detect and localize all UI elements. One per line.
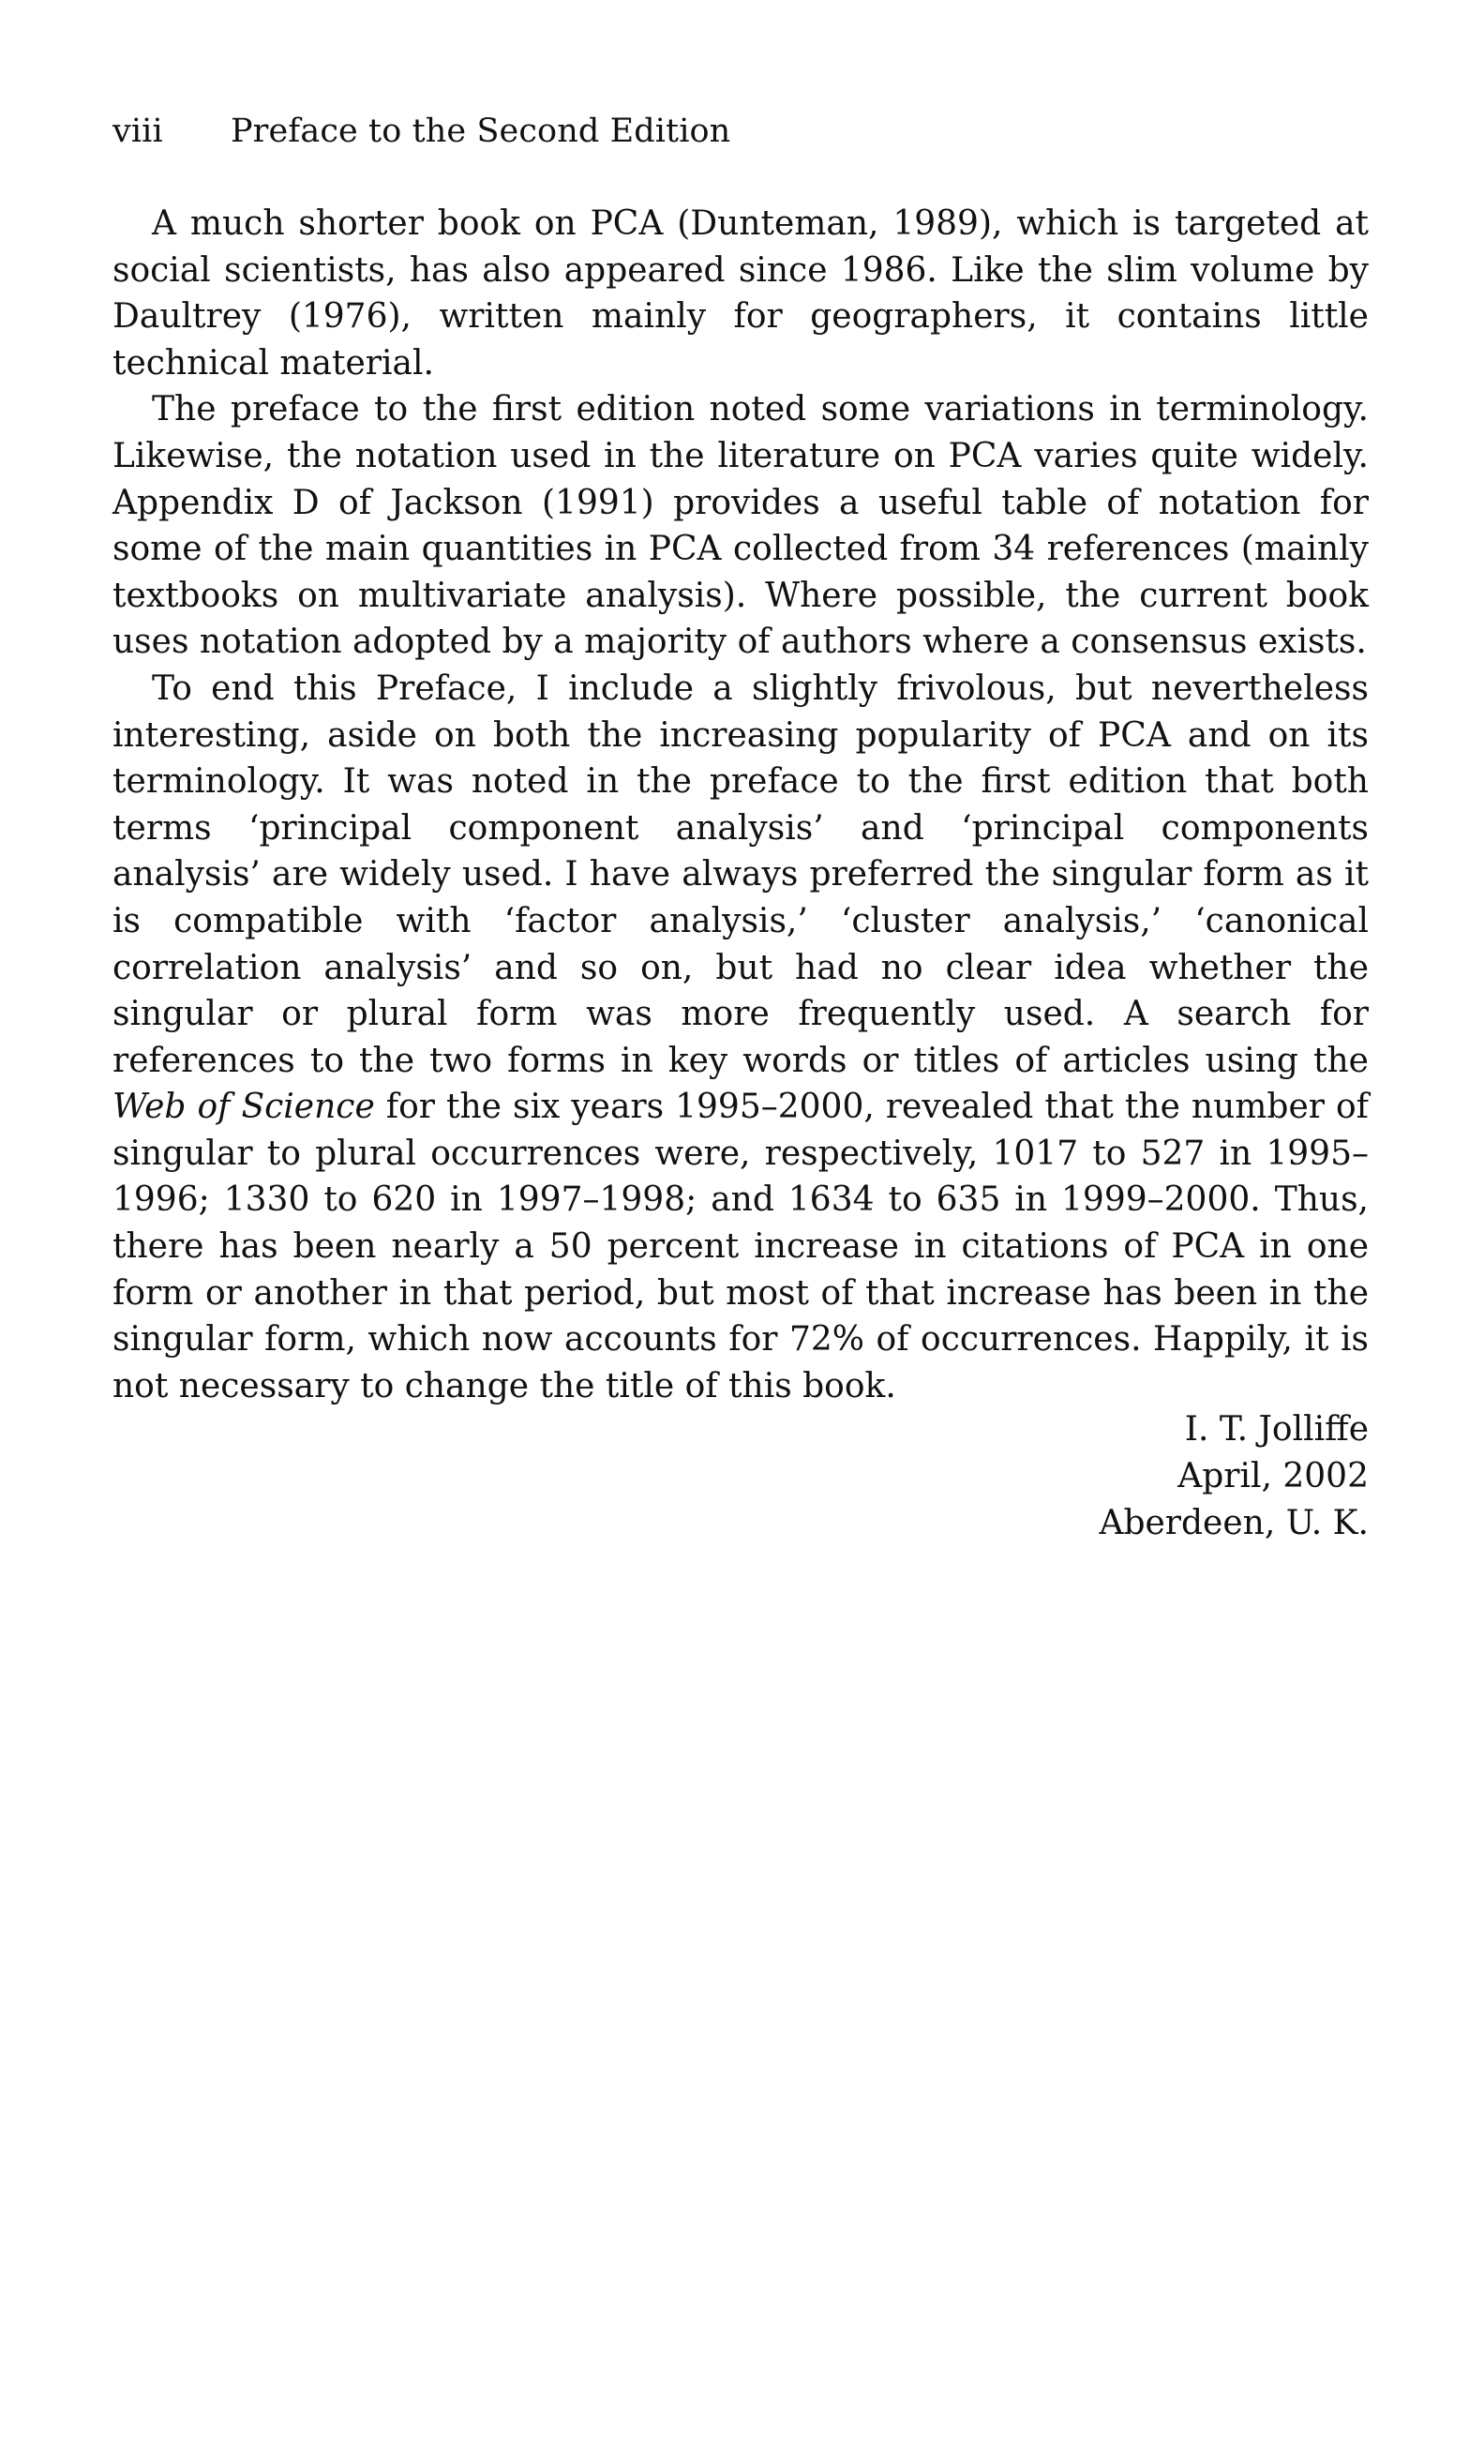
paragraph-3-text-after-italic: for the six years 1995–2000, revealed that the number of singular to plural occurrences were, respectively, 1017 to 527 in 1995–1996; 1330 to 620 in 1997–1998; and 1634 to 635 in 1999–2000. Thus, there has been nearly a 50 percent increase in citations of PCA in one form or another in that period, but most of that increase has been in the singular form, which now accounts for 72% of occurrences. Happily, it is not necessary to change the title of this book. [112, 1088, 1369, 1405]
signature-date: April, 2002 [1177, 1457, 1369, 1495]
signature-block [112, 1406, 1369, 1547]
web-of-science-title: Web of Science [112, 1088, 375, 1127]
running-head [112, 109, 1369, 154]
signature-place: Aberdeen, U. K. [1099, 1504, 1369, 1542]
paragraph-3-text-before-italic: To end this Preface, I include a slightly frivolous, but nevertheless interesting, aside on both the increasing popularity of PCA and on its terminology. It was noted in the preface to the first edition that both terms ‘principal component analysis’ and ‘principal components analysis’ are widely used. I have always preferred the singular form as it is compatible with ‘factor analysis,’ ‘cluster analysis,’ ‘canonical correlation analysis’ and so on, but had no clear idea whether the singular or plural form was more frequently used. A search for references to the two forms in key words or titles of articles using the [112, 669, 1369, 1080]
page-number: viii [112, 113, 163, 150]
paragraph-2: The preface to the first edition noted some variations in terminology. Likewise, the notation used in the literature on PCA varies quite widely. Appendix D of Jackson (1991) provides a useful table of notation for some of the main quantities in PCA collected from 34 references (mainly textbooks on multivariate analysis). Where possible, the current book uses notation adopted by a majority of authors where a consensus exists. [112, 390, 1369, 662]
running-head-title: Preface to the Second Edition [231, 113, 731, 150]
paragraph-3 [112, 666, 1369, 1410]
paragraph-1: A much shorter book on PCA (Dunteman, 1989), which is targeted at social scientists, has also appeared since 1986. Like the slim volume by Daultrey (1976), written mainly for geographers, it contains little technical material. [112, 204, 1369, 383]
signature-author: I. T. Jolliffe [1184, 1410, 1369, 1449]
preface-body [112, 201, 1369, 1409]
